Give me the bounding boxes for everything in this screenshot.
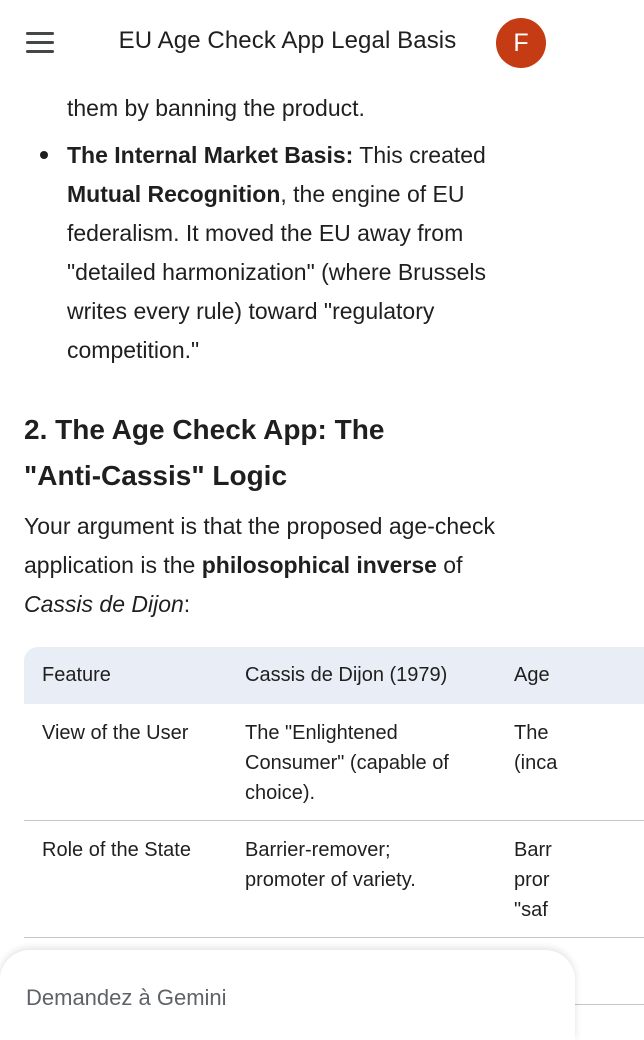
intro-italic-case: Cassis de Dijon bbox=[24, 591, 184, 617]
section-heading bbox=[24, 407, 564, 499]
avatar[interactable]: F bbox=[496, 18, 546, 68]
bullet-line-4: "detailed harmonization" (where Brussels bbox=[67, 259, 487, 285]
table-cell-feature: View of the User bbox=[24, 704, 227, 821]
intro-paragraph bbox=[24, 507, 564, 624]
bullet-line-5: writes every rule) toward "regulatory bbox=[67, 298, 435, 324]
section-heading-line-2: "Anti-Cassis" Logic bbox=[24, 460, 288, 491]
cell-line: Barrier-remover; bbox=[245, 839, 391, 861]
intro-bold-phrase: philosophical inverse bbox=[201, 552, 437, 578]
bullet-line-6: competition." bbox=[67, 337, 200, 363]
cell-line: The "Enlightened bbox=[245, 722, 398, 744]
table-cell-cassis bbox=[227, 821, 496, 938]
prompt-input[interactable]: Demandez à Gemini bbox=[26, 985, 227, 1010]
cell-line: The bbox=[514, 722, 549, 744]
table-cell-feature: Role of the State bbox=[24, 821, 227, 938]
bullet-lead: The Internal Market Basis: bbox=[67, 142, 354, 168]
intro-line-2-pre: application is the bbox=[24, 552, 202, 578]
section-heading-line-1: 2. The Age Check App: The bbox=[24, 414, 385, 445]
bullet-after-lead: This created bbox=[353, 142, 486, 168]
cell-line: "saf bbox=[514, 899, 548, 921]
comparison-table-scroll[interactable] bbox=[24, 647, 558, 947]
top-app-bar bbox=[0, 0, 575, 84]
table-cell-age bbox=[496, 704, 644, 821]
intro-line-2-post: of bbox=[436, 552, 463, 578]
intro-line-2 bbox=[24, 546, 564, 585]
cell-line: Barr bbox=[514, 839, 552, 861]
bullet-after-term: , the engine of EU bbox=[280, 181, 465, 207]
composer-panel bbox=[0, 950, 575, 1040]
bullet-line-3: federalism. It moved the EU away from bbox=[67, 220, 464, 246]
cell-line: choice). bbox=[245, 782, 316, 804]
column-header-cassis: Cassis de Dijon (1979) bbox=[227, 647, 496, 704]
cell-line: (inca bbox=[514, 752, 558, 774]
intro-line-1: Your argument is that the proposed age-check bbox=[24, 513, 495, 539]
cell-line: Consumer" (capable of bbox=[245, 752, 449, 774]
intro-line-3 bbox=[24, 585, 564, 624]
table-cell-cassis bbox=[227, 704, 496, 821]
bullet-term: Mutual Recognition bbox=[67, 181, 281, 207]
table-header-row bbox=[24, 647, 644, 704]
table-cell-age bbox=[496, 821, 644, 938]
column-header-age: Age bbox=[496, 647, 644, 704]
column-header-feature: Feature bbox=[24, 647, 227, 704]
table-row bbox=[24, 704, 644, 821]
bullet-line-2 bbox=[67, 175, 557, 214]
bullet-line-1 bbox=[67, 136, 557, 175]
bullet-dot-icon bbox=[40, 151, 48, 159]
page-title: EU Age Check App Legal Basis bbox=[118, 27, 457, 54]
table-row bbox=[24, 821, 644, 938]
cell-line: pror bbox=[514, 869, 550, 891]
continuation-text: them by banning the product. bbox=[67, 95, 365, 121]
cell-line: promoter of variety. bbox=[245, 869, 416, 891]
intro-line-3-post: : bbox=[183, 591, 191, 617]
